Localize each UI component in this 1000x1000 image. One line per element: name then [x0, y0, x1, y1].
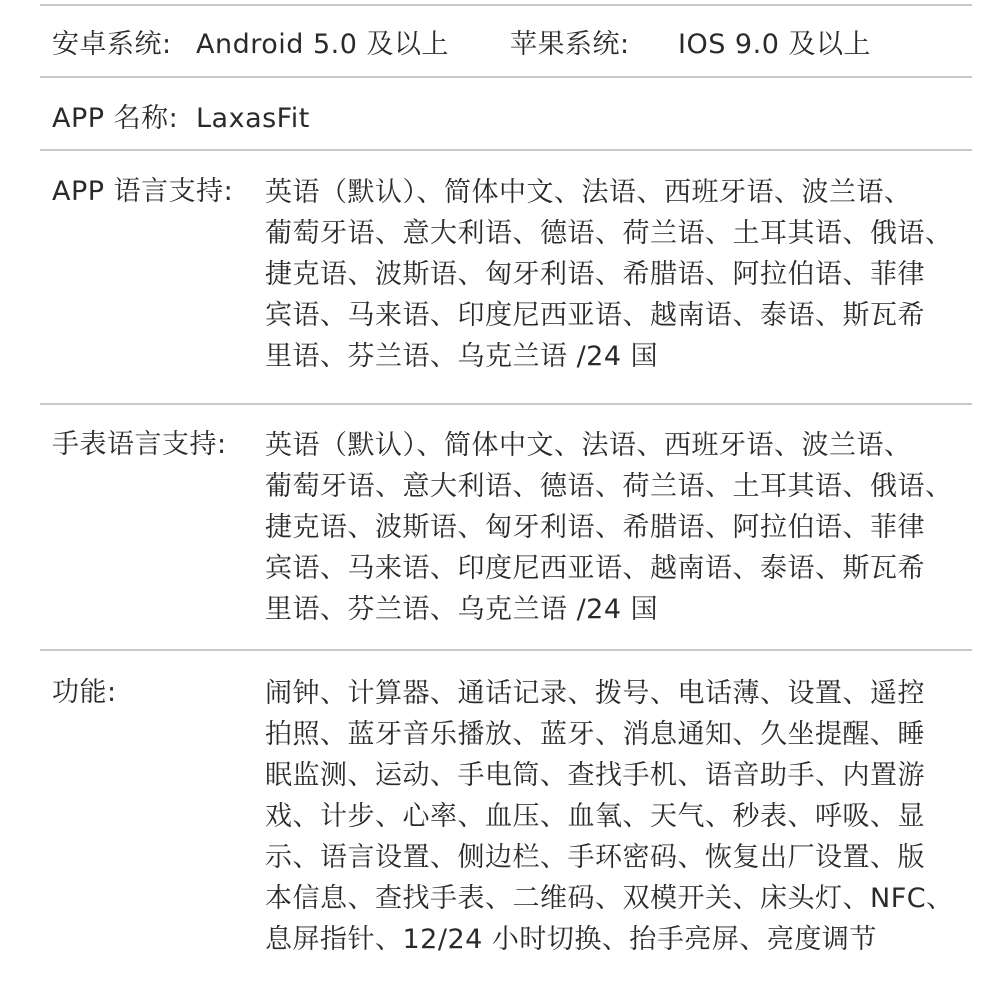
- features-line: 示、语言设置、侧边栏、手环密码、恢复出厂设置、版: [265, 842, 925, 873]
- divider-3: [40, 403, 972, 405]
- app-language-list: [265, 172, 965, 377]
- android-value: Android 5.0 及以上: [196, 29, 449, 60]
- app-language-line: 宾语、马来语、印度尼西亚语、越南语、泰语、斯瓦希: [265, 300, 925, 331]
- app-language-line: 葡萄牙语、意大利语、德语、荷兰语、土耳其语、俄语、: [265, 218, 953, 249]
- watch-language-line: 葡萄牙语、意大利语、德语、荷兰语、土耳其语、俄语、: [265, 471, 953, 502]
- app-language-line: 捷克语、波斯语、匈牙利语、希腊语、阿拉伯语、菲律: [265, 259, 925, 290]
- divider-1: [40, 76, 972, 78]
- features-line: 戏、计步、心率、血压、血氧、天气、秒表、呼吸、显: [265, 801, 925, 832]
- watch-language-line: 英语（默认）、简体中文、法语、西班牙语、波兰语、: [265, 430, 912, 461]
- ios-value: IOS 9.0 及以上: [678, 29, 871, 60]
- app-language-line: 英语（默认）、简体中文、法语、西班牙语、波兰语、: [265, 177, 912, 208]
- divider-2: [40, 149, 972, 151]
- divider-top: [40, 4, 972, 6]
- features-list: [265, 673, 965, 960]
- features-line: 拍照、蓝牙音乐播放、蓝牙、消息通知、久坐提醒、睡: [265, 719, 925, 750]
- app-language-line: 里语、芬兰语、乌克兰语 /24 国: [265, 341, 659, 372]
- app-name-label: APP 名称:: [52, 103, 179, 134]
- features-line: 闹钟、计算器、通话记录、拨号、电话薄、设置、遥控: [265, 678, 925, 709]
- divider-4: [40, 649, 972, 651]
- app-language-label: APP 语言支持:: [52, 176, 234, 207]
- watch-language-line: 宾语、马来语、印度尼西亚语、越南语、泰语、斯瓦希: [265, 553, 925, 584]
- ios-label: 苹果系统:: [510, 29, 630, 60]
- features-line: 本信息、查找手表、二维码、双模开关、床头灯、NFC、: [265, 883, 954, 914]
- watch-language-line: 里语、芬兰语、乌克兰语 /24 国: [265, 594, 659, 625]
- features-label: 功能:: [52, 677, 117, 708]
- features-line: 眠监测、运动、手电筒、查找手机、语音助手、内置游: [265, 760, 925, 791]
- watch-language-line: 捷克语、波斯语、匈牙利语、希腊语、阿拉伯语、菲律: [265, 512, 925, 543]
- app-name-value: LaxasFit: [196, 103, 310, 134]
- features-line: 息屏指针、12/24 小时切换、抬手亮屏、亮度调节: [265, 924, 877, 955]
- watch-language-list: [265, 425, 965, 630]
- android-label: 安卓系统:: [52, 29, 172, 60]
- watch-language-label: 手表语言支持:: [52, 429, 227, 460]
